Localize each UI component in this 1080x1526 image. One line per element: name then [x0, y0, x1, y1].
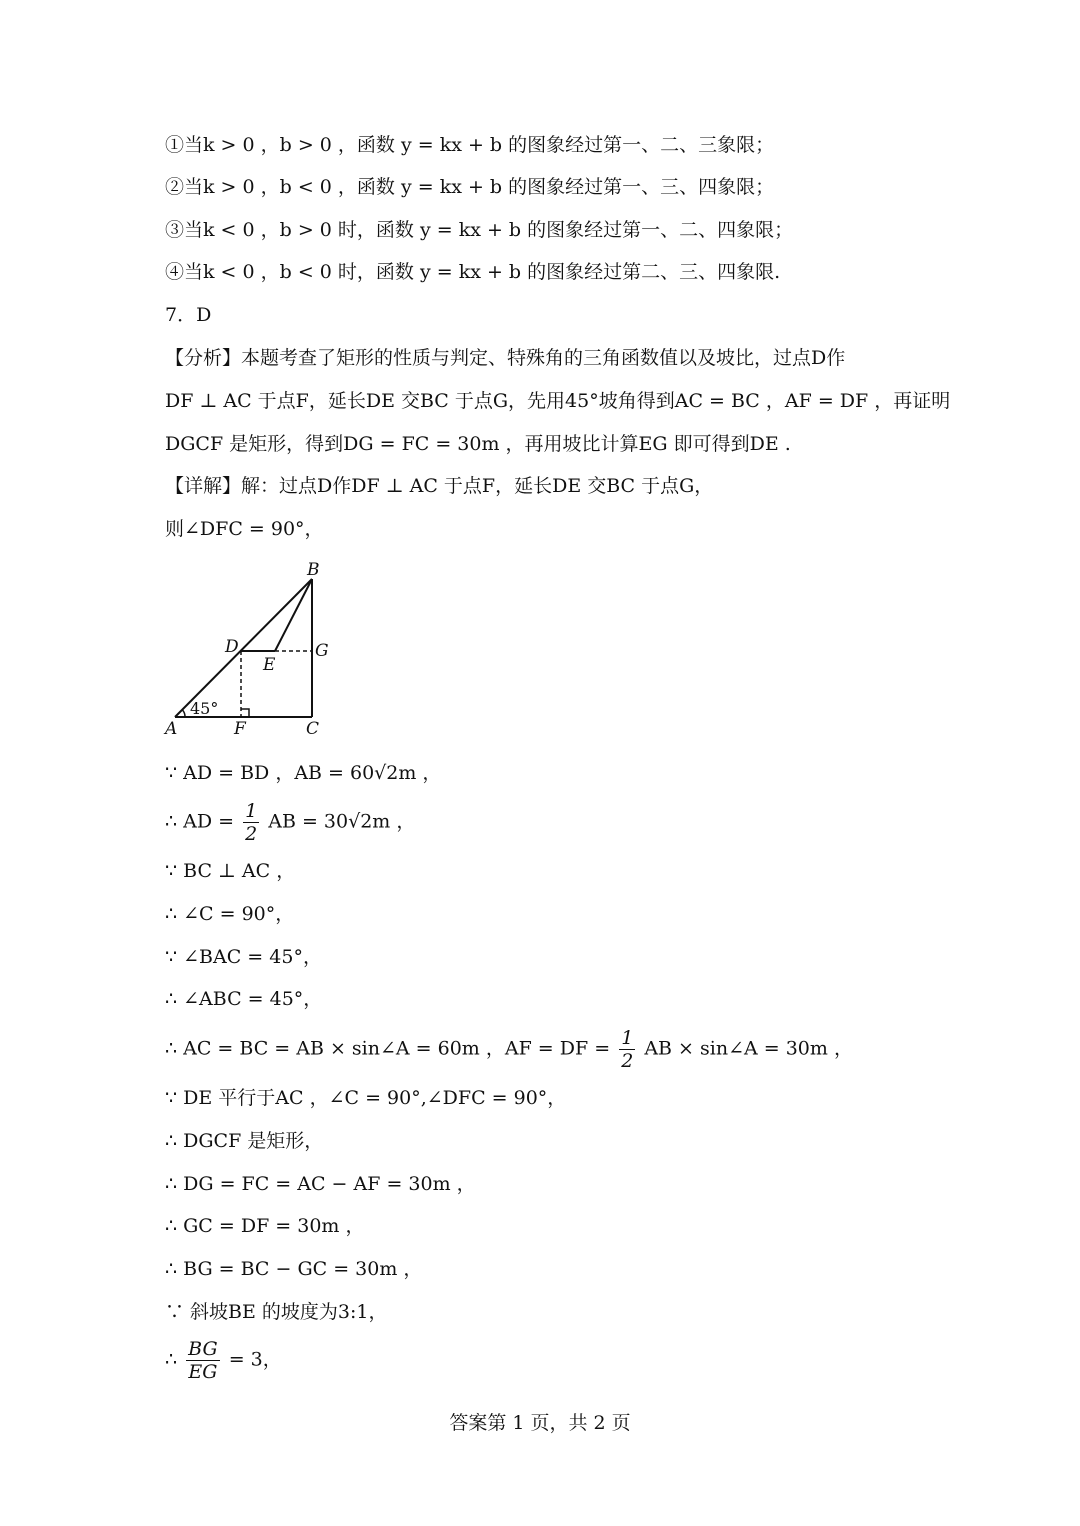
- detail-line-1: 【详解】解：过点D作DF ⊥ AC 于点F，延长DE 交BC 于点G，: [165, 475, 714, 497]
- step-line-5: ∵ ∠BAC = 45°，: [165, 946, 322, 968]
- step-line-14: [165, 1338, 282, 1383]
- label-A: A: [165, 719, 178, 739]
- geometry-diagram: [155, 555, 355, 745]
- fraction-one-half-2: [619, 1027, 635, 1072]
- text-line-2: ②当k > 0 ，b < 0 ，函数 y = kx + b 的图象经过第一、三、四象限；: [165, 176, 775, 198]
- step-line-2: [165, 800, 415, 845]
- step-line-9: ∴ DGCF 是矩形，: [165, 1130, 324, 1152]
- step-line-2-pre: ∴ AD =: [165, 810, 235, 833]
- label-E: E: [263, 655, 276, 675]
- step-line-10: ∴ DG = FC = AC − AF = 30m ，: [165, 1173, 476, 1195]
- page-footer: 答案第 1 页，共 2 页: [449, 1412, 631, 1434]
- right-angle-mark: [241, 709, 249, 717]
- step-line-14-pre: ∴: [165, 1348, 178, 1371]
- step-line-7-pre: ∴ AC = BC = AB × sin∠A = 60m ，AF = DF =: [165, 1037, 611, 1060]
- fraction-one-half: [243, 800, 259, 845]
- fraction-denominator: EG: [188, 1361, 218, 1383]
- fraction-denominator: 2: [621, 1050, 634, 1072]
- analysis-line-1: 【分析】本题考查了矩形的性质与判定、特殊角的三角函数值以及坡比，过点D作: [165, 347, 846, 369]
- step-line-6: ∴ ∠ABC = 45°，: [165, 988, 323, 1010]
- fraction-numerator: 1: [621, 1027, 634, 1049]
- step-line-1: ∵ AD = BD ，AB = 60√2m ，: [165, 762, 442, 784]
- label-angle-45: 45°: [190, 699, 219, 718]
- fraction-denominator: 2: [245, 823, 258, 845]
- label-G: G: [315, 641, 329, 661]
- line-BE: [275, 579, 312, 651]
- angle-arc: [183, 710, 186, 717]
- step-line-4: ∴ ∠C = 90°，: [165, 903, 295, 925]
- analysis-line-2: DF ⊥ AC 于点F，延长DE 交BC 于点G，先用45°坡角得到AC = BC ，AF = DF ，再证明: [165, 390, 951, 412]
- step-line-8: ∵ DE 平行于AC ，∠C = 90°,∠DFC = 90°，: [165, 1087, 567, 1109]
- label-B: B: [307, 560, 320, 580]
- label-F: F: [234, 719, 246, 739]
- step-line-7-post: AB × sin∠A = 30m ，: [644, 1037, 853, 1060]
- fraction-numerator: 1: [245, 800, 258, 822]
- detail-line-2: 则∠DFC = 90°，: [165, 518, 324, 540]
- step-line-3: ∵ BC ⊥ AC ，: [165, 860, 296, 882]
- fraction-numerator: BG: [188, 1338, 218, 1360]
- step-line-13: ∵ 斜坡BE 的坡度为3:1，: [165, 1301, 388, 1323]
- line-AB: [175, 579, 312, 717]
- analysis-line-3: DGCF 是矩形，得到DG = FC = 30m ，再用坡比计算EG 即可得到DE .: [165, 433, 791, 455]
- text-line-1: ①当k > 0 ，b > 0 ，函数 y = kx + b 的图象经过第一、二、三象限；: [165, 134, 775, 156]
- question-7-answer: 7．D: [165, 304, 212, 326]
- text-line-3: ③当k < 0 ，b > 0 时，函数 y = kx + b 的图象经过第一、二、四象限；: [165, 219, 794, 241]
- step-line-14-post: = 3，: [228, 1348, 282, 1371]
- label-D: D: [225, 637, 239, 657]
- step-line-12: ∴ BG = BC − GC = 30m ，: [165, 1258, 423, 1280]
- fraction-bg-eg: [186, 1338, 220, 1383]
- text-line-4: ④当k < 0 ，b < 0 时，函数 y = kx + b 的图象经过第二、三、四象限.: [165, 261, 781, 283]
- label-C: C: [306, 719, 320, 739]
- step-line-7: [165, 1027, 853, 1072]
- step-line-11: ∴ GC = DF = 30m ，: [165, 1215, 365, 1237]
- step-line-2-post: AB = 30√2m ，: [268, 810, 416, 833]
